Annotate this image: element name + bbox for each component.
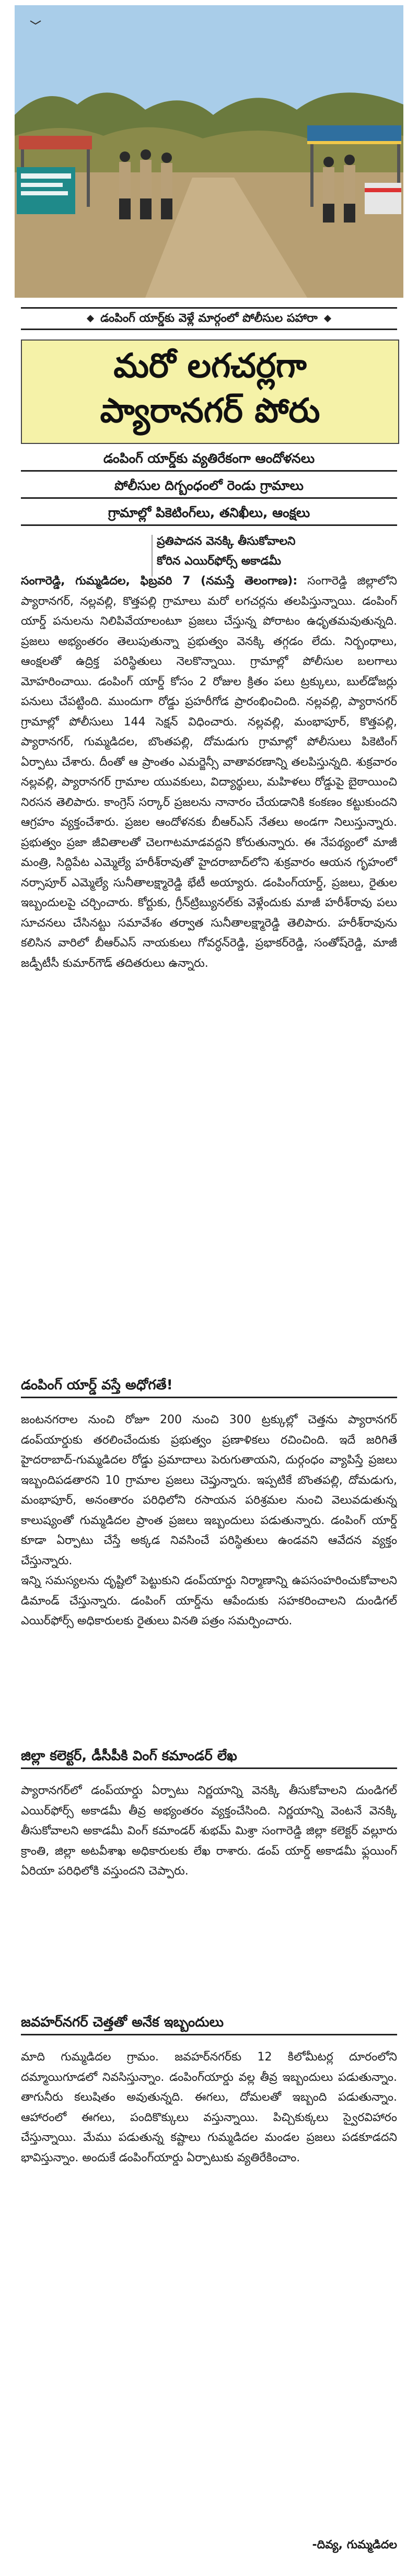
article-body-4 (21, 2047, 397, 2518)
article-body-2 (21, 1410, 397, 1734)
section-head-dumping-yard: డంపింగ్ యార్డ్ వస్తే అధోగతే! (21, 1374, 397, 1398)
dateline: సంగారెడ్డి, గుమ్మడిదల, ఫిబ్రవరి 7 (నమస్తే తెలంగాణ): (21, 575, 298, 588)
lead-line-2: కోరిన ఎయిర్‌ఫోర్స్ అకాడమీ (157, 555, 281, 568)
paragraph-1: సంగారెడ్డి జిల్లాలోని ప్యారానగర్, నల్లవల్లి, కొత్తపల్లి గ్రామాలు మరో లగచర్లను తలపిస్తున్నాయి. డంపింగ్ యార్డ్ పనులను నిలిపివేయాలంటూ ప్రజలు చేస్తున్న పోరాటం ఉధృతమవుతున్నది. ప్రజలు అభ్యంతరం తెలుపుతున్నా ప్రభుత్వం వెనక్కి తగ్గడం లేదు. (21, 575, 397, 648)
paragraph-2: నిర్బంధాలు, ఆంక్షలతో ఉద్రిక్త పరిస్థితులు నెలకొన్నాయి. గ్రామాల్లో పోలీసుల బలగాలు మోహరించాయి. డంపింగ్ యార్డ్ కోసం 2 రోజుల క్రితం పలు ట్రక్కులు, బుల్‌డోజర్లు పనులు చేపట్టింది. ముందుగా రోడ్డు ప్రహరీగోడ ప్రారంభించింది. నల్లవల్లి, ప్యారానగర్ గ్రామాల్లో పోలీసులు 144 సెక్షన్ విధించారు. నల్లవల్లి, మంభాపూర్, కొత్తపల్లి, ప్యారానగర్, గుమ్మడిదల, బొంతపల్లి, దోమడుగు గ్రామాల్లో పోలీసులు పికెటింగ్ ఏర్పాటు చేశారు. దీంతో ఆ ప్రాంతం ఎమర్జెన్సీ వాతావరణాన్ని తలపిస్తున్నది. శుక్రవారం నల్లవల్లి, ప్యారానగర్ గ్రామాల యువకులు, విద్యార్థులు, మహిళలు రోడ్డుపై బైఠాయించి నిరసన తెలిపారు. కాంగ్రెస్ సర్కార్ ప్రజలను నానారం చేయడానికి కంకణం కట్టుకుందని ఆగ్రహం వ్యక్తంచేశారు. ప్రజల ఆందోళనకు బీఆర్ఎస్ నేతలు అండగా నిలుస్తున్నారు. ప్రభుత్వం ప్రజా జీవితాలతో చెలగాటమాడవద్దని కోరుతున్నారు. ఈ నేపథ్యంలో మాజీ మంత్రి, సిద్దిపేట ఎమ్మెల్యే హరీశ్‌రావుతో హైదరాబాద్‌లోని శుక్రవారం ఆయన గృహంలో నర్సాపూర్ ఎమ్మెల్యే సునీతాలక్ష్మారెడ్డి భేటీ అయ్యారు. డంపింగ్‌యార్డ్, ప్రజలు, రైతుల ఇబ్బందులపై చర్చించారు. కోర్టుకు, గ్రీన్‌ట్రిబ్యునల్‌కు వెళ్లేందుకు మాజీ హరీశ్‌రావు పలు సూచనలు చేసినట్టు సమావేశం తర్వాత సునీతాలక్ష్మారెడ్డి తెలిపారు. హరీశ్‌రావును కలిసిన వారిలో బీఆర్ఎస్ నాయకులు గోవర్ధన్‌రెడ్డి, ప్రభాకర్‌రెడ్డి, సంతోష్‌రెడ్డి, మాజీ జడ్పీటీసీ కుమార్‌గౌడ్ తదితరులు ఉన్నారు. (21, 635, 397, 970)
paragraph-3: జంటనగరాల నుంచి రోజూ 200 నుంచి 300 ట్రక్కుల్లో చెత్తను ప్యారానగర్ డంప్‌యార్డుకు తరలించేందుకు ప్రభుత్వం ప్రణాళికలు రచించింది. ఇదే జరిగితే హైదరాబాద్-గుమ్మడిదల రోడ్డు ప్రమాదాలు పెరుగుతాయని, దుర్గంధం వ్యాపిస్తే ప్రజలు ఇబ్బందిపడతారని 10 గ్రామాల ప్రజలు చెప్తున్నారు. ఇప్పటికే బొంతపల్లి, దోమడుగు, మంభాపూర్, అనంతారం పరిధిలోని రసాయన పరిశ్రమల నుంచి వెలువడుతున్న కాలుష్యంతో గుమ్మడిదల ప్రాంత ప్రజలు ఇబ్బందులు పడుతున్నారు. డంపింగ్ యార్డ్ కూడా ఏర్పాటు చేస్తే అక్కడ నివసించే పరిస్థితులు ఉండవని ఆవేదన వ్యక్తం చేస్తున్నారు. (21, 1413, 397, 1567)
section-head-jawaharnagar: జవహర్‌నగర్ చెత్తతో అనేక ఇబ్బందులు (21, 2011, 397, 2035)
subhead-1: డంపింగ్ యార్డ్‌కు వ్యతిరేకంగా ఆందోళనలు (21, 447, 397, 472)
headline-box (21, 339, 399, 444)
photo-caption: డంపింగ్ యార్డ్‌కు వెళ్లే మార్గంలో పోలీసుల పహారా (21, 307, 397, 330)
paragraph-5: ప్యారానగర్‌లో డంప్‌యార్డు ఏర్పాటు నిర్ణయాన్ని వెనక్కి తీసుకోవాలని దుండిగల్ ఎయిర్‌ఫోర్స్ అకాడమీ తీవ్ర అభ్యంతరం వ్యక్తంచేసింది. నిర్ణయాన్ని వెంటనే వెనక్కి తీసుకోవాలని అకాడమీ వింగ్ కమాండర్ శుభమ్ మిశ్రా సంగారెడ్డి జిల్లా కలెక్టర్ వల్లూరు క్రాంతి, జిల్లా అటవీశాఖ అధికారులకు లేఖ రాశారు. డంప్ యార్డ్ అకాడమీ ఫ్లయింగ్ ఏరియా పరిధిలోకి వస్తుందని చెప్పారు. (21, 1784, 397, 1878)
news-photo (15, 5, 403, 298)
bullet-icon (324, 315, 331, 322)
headline-line-1: మరో లగచర్లగా (113, 346, 307, 385)
lead-block (157, 532, 397, 571)
paragraph-6: మాది గుమ్మడిదల గ్రామం. జవహర్‌నగర్‌కు 12 కిలోమీటర్ల దూరంలోని దమ్మాయిగూడలో నివసిస్తున్నాం. డంపింగ్‌యార్డు వల్ల తీవ్ర ఇబ్బందులు పడుతున్నాం. తాగునీరు కలుషితం అవుతున్నది. ఈగలు, దోమలతో ఇబ్బంది పడుతున్నాం. ఆహారంలో ఈగలు, పందికొక్కులు వస్తున్నాయి. పిచ్చికుక్కలు స్వైరవిహారం చేస్తున్నాయి. మేము పడుతున్న కష్టాలు గుమ్మడిదల మండల ప్రజలు పడకూడదని భావిస్తున్నాం. అందుకే డంపింగ్‌యార్డు ఏర్పాటుకు వ్యతిరేకించాం. (21, 2051, 397, 2164)
lead-divider (21, 535, 153, 577)
paragraph-4: ఇన్ని సమస్యలను దృష్టిలో పెట్టుకుని డంప్‌యార్డు నిర్మాణాన్ని ఉపసంహరించుకోవాలని డిమాండ్ చేస్తున్నారు. డంపింగ్ యార్డ్‌ను ఆపేందుకు సహకరించాలని దుండిగల్ ఎయిర్‌ఫోర్స్ అధికారులకు రైతులు వినతి పత్రం సమర్పించారు. (21, 1574, 397, 1627)
subhead-3: గ్రామాల్లో పికెటింగ్‌లు, తనిఖీలు, ఆంక్షలు (21, 501, 397, 526)
bullet-icon (87, 315, 94, 322)
section-head-wing-commander: జిల్లా కలెక్టర్, డీసీపీకి వింగ్ కమాండర్ లేఖ (21, 1744, 397, 1769)
article-body-1 (21, 571, 397, 1360)
signature: -దివ్య, గుమ్మడిదల (312, 2538, 397, 2551)
subhead-2: పోలీసుల దిగ్బంధంలో రెండు గ్రామాలు (21, 474, 397, 499)
headline-line-2: ప్యారానగర్ పోరు (100, 391, 320, 430)
article-body-3 (21, 1781, 397, 2000)
lead-line-1: ప్రతిపాదన వెనక్కి తీసుకోవాలని (157, 535, 296, 548)
